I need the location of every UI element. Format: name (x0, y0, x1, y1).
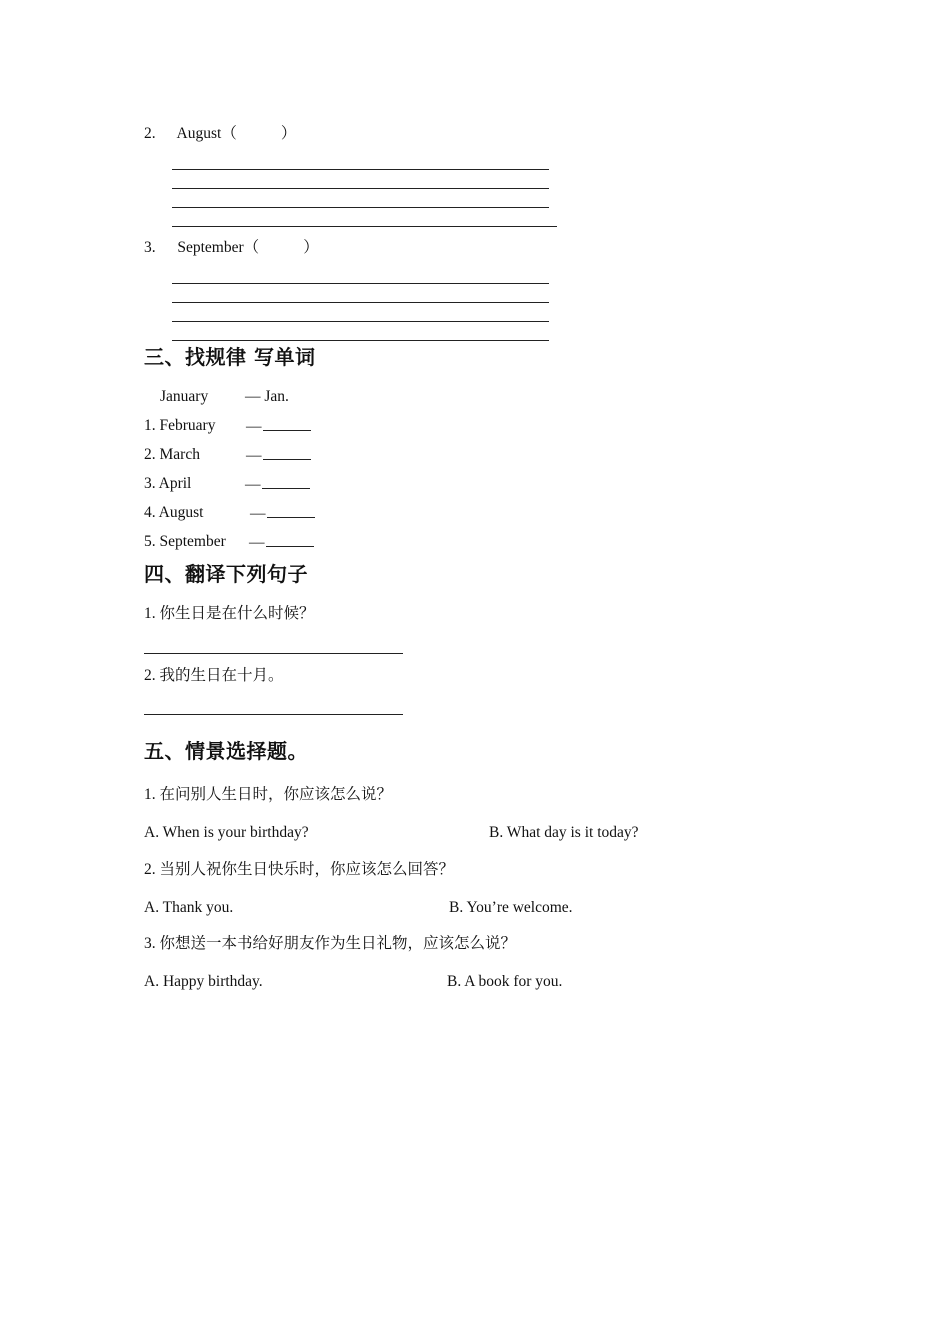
option-b[interactable]: B. You’re welcome. (449, 899, 573, 916)
dash: — (249, 534, 265, 551)
answer-line[interactable] (172, 188, 549, 189)
close-paren: ） (280, 125, 297, 142)
dash: — (250, 505, 266, 522)
scenario-question-3: 3. 你想送一本书给好朋友作为生日礼物，应该怎么说？ (144, 935, 517, 952)
pattern-item-answer[interactable] (249, 532, 314, 553)
answer-line[interactable] (172, 302, 549, 303)
answer-line[interactable] (172, 283, 549, 284)
answer-line[interactable] (172, 340, 549, 341)
answer-blank[interactable] (263, 416, 311, 431)
answer-blank[interactable] (267, 503, 315, 518)
pattern-item-label: 5. September (144, 533, 226, 550)
dash: — (246, 418, 262, 435)
example-word: January (160, 388, 209, 405)
answer-line[interactable] (144, 653, 403, 654)
answer-blank[interactable] (262, 474, 310, 489)
example-abbr: — Jan. (245, 388, 289, 405)
option-b[interactable]: B. A book for you. (447, 973, 563, 990)
option-a[interactable]: A. When is your birthday? (144, 824, 309, 841)
item-word: August (176, 125, 222, 142)
pattern-item-answer[interactable] (245, 474, 310, 495)
scenario-question-1: 1. 在问别人生日时，你应该怎么说？ (144, 786, 393, 803)
pattern-item-answer[interactable] (246, 445, 311, 466)
dash: — (246, 447, 262, 464)
close-paren: ） (303, 239, 319, 256)
question-item-september (144, 238, 319, 258)
answer-blank[interactable] (266, 532, 314, 547)
pattern-item-answer[interactable] (246, 416, 311, 437)
item-number: 2. (144, 125, 156, 142)
translate-item-2: 2. 我的生日在十月。 (144, 667, 284, 684)
scenario-question-2: 2. 当别人祝你生日快乐时，你应该怎么回答？ (144, 861, 455, 878)
pattern-item-label: 4. August (144, 504, 204, 521)
option-a[interactable]: A. Happy birthday. (144, 973, 263, 990)
item-word: September (177, 239, 244, 256)
pattern-item-answer[interactable] (250, 503, 315, 524)
section-heading-part4: 四、翻译下列句子 (144, 562, 308, 586)
open-paren: （ (243, 239, 260, 256)
option-b[interactable]: B. What day is it today? (489, 824, 639, 841)
pattern-item-label: 1. February (144, 417, 216, 434)
translate-item-1: 1. 你生日是在什么时候？ (144, 605, 315, 622)
answer-line[interactable] (172, 321, 549, 322)
answer-line[interactable] (172, 207, 549, 208)
section-heading-part3: 三、找规律 写单词 (144, 345, 316, 369)
option-a[interactable]: A. Thank you. (144, 899, 234, 916)
answer-blank[interactable] (263, 445, 311, 460)
answer-line[interactable] (172, 169, 549, 170)
pattern-item-label: 3. April (144, 475, 192, 492)
item-number: 3. (144, 239, 156, 256)
answer-line[interactable] (144, 714, 403, 715)
open-paren: （ (221, 125, 237, 142)
pattern-item-label: 2. March (144, 446, 200, 463)
dash: — (245, 476, 261, 493)
question-item-august (144, 124, 296, 144)
section-heading-part5: 五、情景选择题。 (144, 739, 308, 763)
answer-line[interactable] (172, 226, 557, 227)
